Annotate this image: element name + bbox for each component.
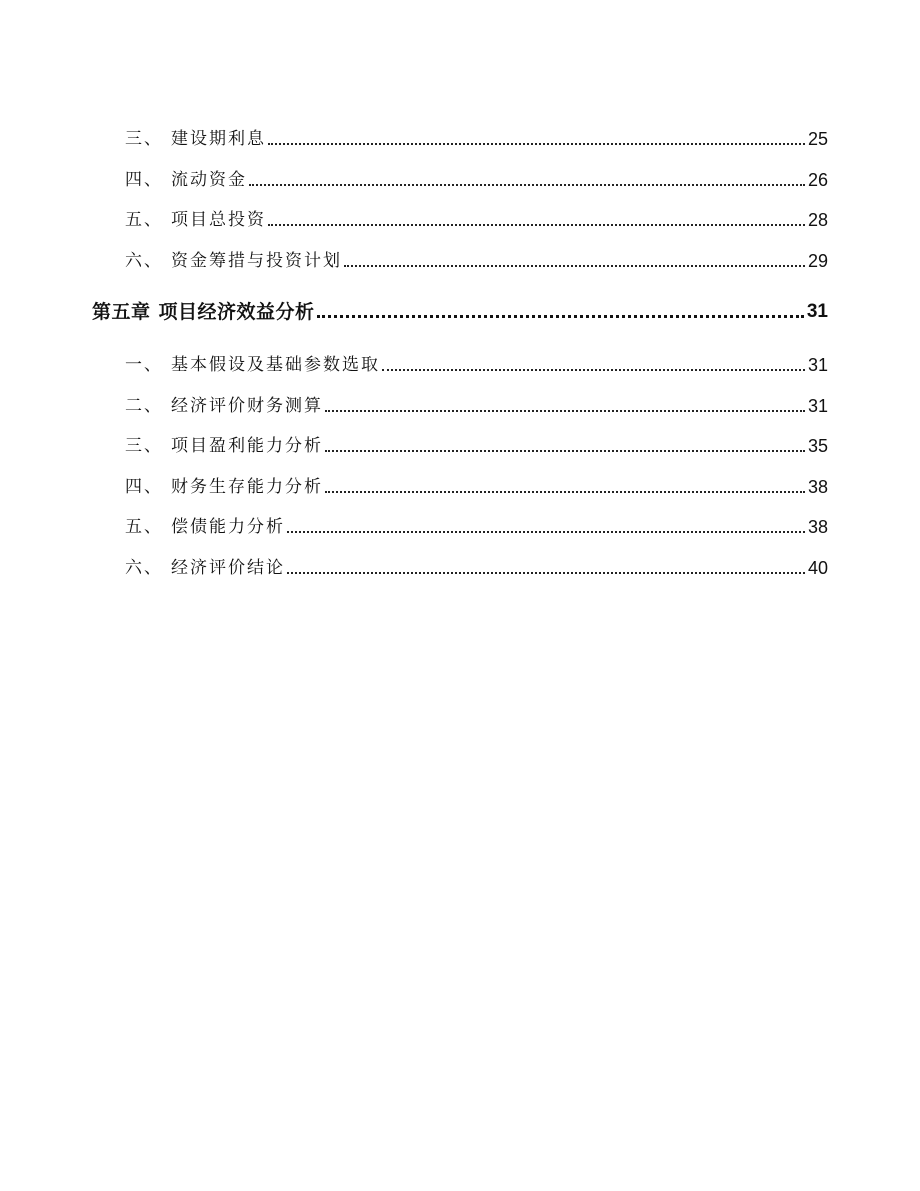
section-number: 四、 bbox=[125, 477, 163, 497]
toc-entry-chapter[interactable] bbox=[92, 294, 828, 322]
dot-leader bbox=[268, 143, 805, 145]
section-title: 项目总投资 bbox=[171, 210, 266, 230]
toc-entry-section[interactable] bbox=[125, 509, 828, 537]
section-number: 六、 bbox=[125, 251, 163, 271]
dot-leader bbox=[325, 491, 805, 493]
section-title: 项目盈利能力分析 bbox=[171, 436, 323, 456]
page-number: 38 bbox=[807, 477, 828, 497]
section-number: 四、 bbox=[125, 170, 163, 190]
section-number: 三、 bbox=[125, 436, 163, 456]
dot-leader bbox=[325, 450, 805, 452]
toc-entry-section[interactable] bbox=[125, 469, 828, 497]
section-title: 偿债能力分析 bbox=[171, 517, 285, 537]
page-number: 29 bbox=[807, 251, 828, 271]
dot-leader bbox=[382, 369, 805, 371]
page-number: 35 bbox=[807, 436, 828, 456]
toc-entry-section[interactable] bbox=[125, 162, 828, 190]
section-title: 经济评价结论 bbox=[171, 558, 285, 578]
chapter-label: 第五章 bbox=[92, 301, 151, 323]
section-title: 资金筹措与投资计划 bbox=[171, 251, 342, 271]
page-number: 38 bbox=[807, 517, 828, 537]
page-number: 31 bbox=[806, 301, 828, 322]
page-number: 31 bbox=[807, 355, 828, 375]
toc-entry-section[interactable] bbox=[125, 550, 828, 578]
dot-leader bbox=[287, 531, 805, 533]
dot-leader bbox=[287, 572, 805, 574]
dot-leader bbox=[268, 224, 805, 226]
chapter-title: 项目经济效益分析 bbox=[158, 301, 315, 323]
toc-entry-section[interactable] bbox=[125, 428, 828, 456]
toc-entry-section[interactable] bbox=[125, 388, 828, 416]
section-title: 经济评价财务测算 bbox=[171, 396, 323, 416]
section-title: 流动资金 bbox=[171, 170, 247, 190]
dot-leader bbox=[344, 265, 805, 267]
toc-entry-section[interactable] bbox=[125, 347, 828, 375]
page-number: 28 bbox=[807, 210, 828, 230]
toc-entry-section[interactable] bbox=[125, 243, 828, 271]
section-number: 三、 bbox=[125, 129, 163, 149]
section-number: 一、 bbox=[125, 355, 163, 375]
section-number: 六、 bbox=[125, 558, 163, 578]
dot-leader bbox=[249, 184, 805, 186]
section-number: 五、 bbox=[125, 210, 163, 230]
dot-leader bbox=[317, 315, 804, 318]
section-title: 财务生存能力分析 bbox=[171, 477, 323, 497]
page-number: 25 bbox=[807, 129, 828, 149]
section-title: 基本假设及基础参数选取 bbox=[171, 355, 380, 375]
page-number: 26 bbox=[807, 170, 828, 190]
dot-leader bbox=[325, 410, 805, 412]
page-number: 31 bbox=[807, 396, 828, 416]
section-title: 建设期利息 bbox=[171, 129, 266, 149]
section-number: 二、 bbox=[125, 396, 163, 416]
section-number: 五、 bbox=[125, 517, 163, 537]
toc-entry-section[interactable] bbox=[125, 202, 828, 230]
page-number: 40 bbox=[807, 558, 828, 578]
toc-entry-section[interactable] bbox=[125, 121, 828, 149]
